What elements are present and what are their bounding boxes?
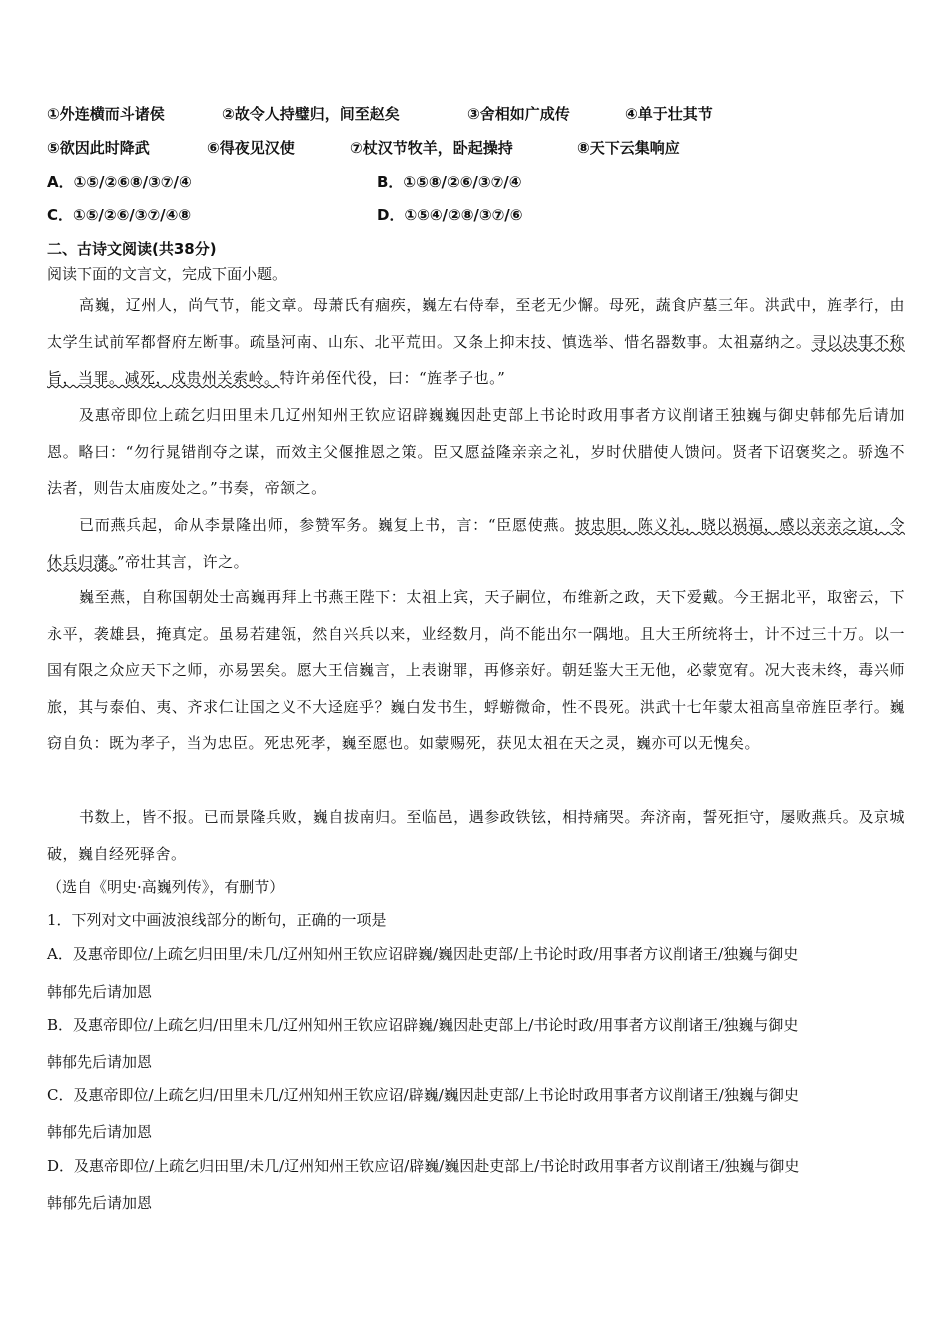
passage-p1-text: 高巍，辽州人，尚气节，能文章。母萧氏有痼疾，巍左右侍奉，至老无少懈。母死，蔬食庐墓三年。洪武中，旌孝行，由太学生试前军都督府左断事。疏垦河南、山东、北平荒田。又条上抑末技、慎选举、惜名器数事。太祖嘉纳之。 [47, 296, 905, 351]
prev-item-3: ③舍相如广成传 [467, 105, 570, 123]
passage-p1-text-end: 特许弟侄代役，曰：“旌孝子也。” [279, 369, 506, 387]
prev-item-5: ⑤欲因此时降武 [47, 139, 150, 157]
question-1-option-b[interactable]: B．及惠帝即位/上疏乞归/田里未几/辽州知州王钦应诏辟巍/巍因赴吏部上/书论时政/用事者方议削诸王/独巍与御史 [47, 1016, 799, 1034]
question-1-option-a[interactable]: A．及惠帝即位/上疏乞归田里/未几/辽州知州王钦应诏辟巍/巍因赴吏部/上书论时政/用事者方议削诸王/独巍与御史 [47, 945, 799, 963]
prev-item-4: ④单于壮其节 [625, 105, 713, 123]
prev-option-b[interactable]: B．①⑤⑧/②⑥/③⑦/④ [377, 173, 522, 191]
passage-p4-text: 巍至燕，自称国朝处士高巍再拜上书燕王陛下：太祖上宾，天子嗣位，布维新之政，天下爱戴。今王据北平，取密云，下永平，袭雄县，掩真定。虽易若建瓴，然自兴兵以来，业经数月，尚不能出尔一隅地。且大王所统将士，计不过三十万。以一国有限之众应天下之师，亦易罢矣。愿大王信巍言，上表谢罪，再修亲好。朝廷鉴大王无他，必蒙宽宥。况大丧未终，毒兴师旅，其与泰伯、夷、齐求仁让国之义不大迳庭乎？巍白发书生，蜉蝣微命，性不畏死。洪武十七年蒙太祖高皇帝旌臣孝行。巍窃自负：既为孝子，当为忠臣。死忠死孝，巍至愿也。如蒙赐死，获见太祖在天之灵，巍亦可以无愧矣。 [47, 588, 905, 752]
passage-paragraph-4 [47, 579, 905, 762]
passage-p1-wavy-underline: 寻以决事不称旨，当罪。减死，戍贵州关索岭。 [47, 332, 905, 387]
passage-paragraph-1 [47, 287, 905, 397]
question-1-option-b-cont[interactable]: 韩郁先后请加恩 [47, 1053, 153, 1071]
prev-option-c[interactable]: C．①⑤/②⑥/③⑦/④⑧ [47, 206, 192, 224]
prev-item-1: ①外连横而斗诸侯 [47, 105, 165, 123]
question-1-option-a-cont[interactable]: 韩郁先后请加恩 [47, 983, 153, 1001]
prev-option-d[interactable]: D．①⑤④/②⑧/③⑦/⑥ [377, 206, 523, 224]
passage-source: （选自《明史·高巍列传》，有删节） [47, 878, 285, 896]
prev-item-8: ⑧天下云集响应 [577, 139, 680, 157]
question-1-option-d[interactable]: D．及惠帝即位/上疏乞归田里/未几/辽州知州王钦应诏/辟巍/巍因赴吏部上/书论时政用事者方议削诸王/独巍与御史 [47, 1157, 800, 1175]
passage-p3-text: 已而燕兵起，命从李景隆出师，参赞军务。巍复上书，言：“臣愿使燕。 [79, 516, 575, 534]
prev-item-2: ②故令人持璧归，间至赵矣 [222, 105, 400, 123]
prev-item-6: ⑥得夜见汉使 [207, 139, 295, 157]
prev-item-7: ⑦杖汉节牧羊，卧起操持 [350, 139, 513, 157]
question-1-stem: 1．下列对文中画波浪线部分的断句，正确的一项是 [47, 911, 387, 929]
prev-option-a[interactable]: A．①⑤/②⑥⑧/③⑦/④ [47, 173, 192, 191]
passage-paragraph-3 [47, 507, 905, 580]
question-1-option-c-cont[interactable]: 韩郁先后请加恩 [47, 1123, 153, 1141]
question-1-option-d-cont[interactable]: 韩郁先后请加恩 [47, 1194, 153, 1212]
section-instruction: 阅读下面的文言文，完成下面小题。 [47, 265, 288, 283]
passage-p2-text: 及惠帝即位上疏乞归田里未几辽州知州王钦应诏辟巍巍因赴吏部上书论时政用事者方议削诸王独巍与御史韩郁先后请加恩。略曰：“勿行晁错削夺之谋，而效主父偃推恩之策。臣又愿益隆亲亲之礼，岁时伏腊使人馈问。贤者下诏褒奖之。骄逸不法者，则告太庙废处之。”书奏，帝颔之。 [47, 406, 905, 497]
section-heading: 二、古诗文阅读(共38分) [47, 240, 217, 258]
passage-paragraph-2 [47, 397, 905, 507]
passage-p3-wavy-underline: 披忠胆，陈义礼，晓以祸福，感以亲亲之谊，令休兵归藩。 [47, 516, 905, 571]
passage-p5-text: 书数上，皆不报。已而景隆兵败，巍自拔南归。至临邑，遇参政铁铉，相持痛哭。奔济南，誓死拒守，屡败燕兵。及京城破，巍自经死驿舍。 [47, 808, 905, 863]
passage-p3-text-end: ”帝壮其言，许之。 [117, 552, 250, 571]
passage-paragraph-5 [47, 799, 905, 872]
question-1-option-c[interactable]: C．及惠帝即位/上疏乞归/田里未几/辽州知州王钦应诏/辟巍/巍因赴吏部/上书论时政用事者方议削诸王/独巍与御史 [47, 1086, 799, 1104]
